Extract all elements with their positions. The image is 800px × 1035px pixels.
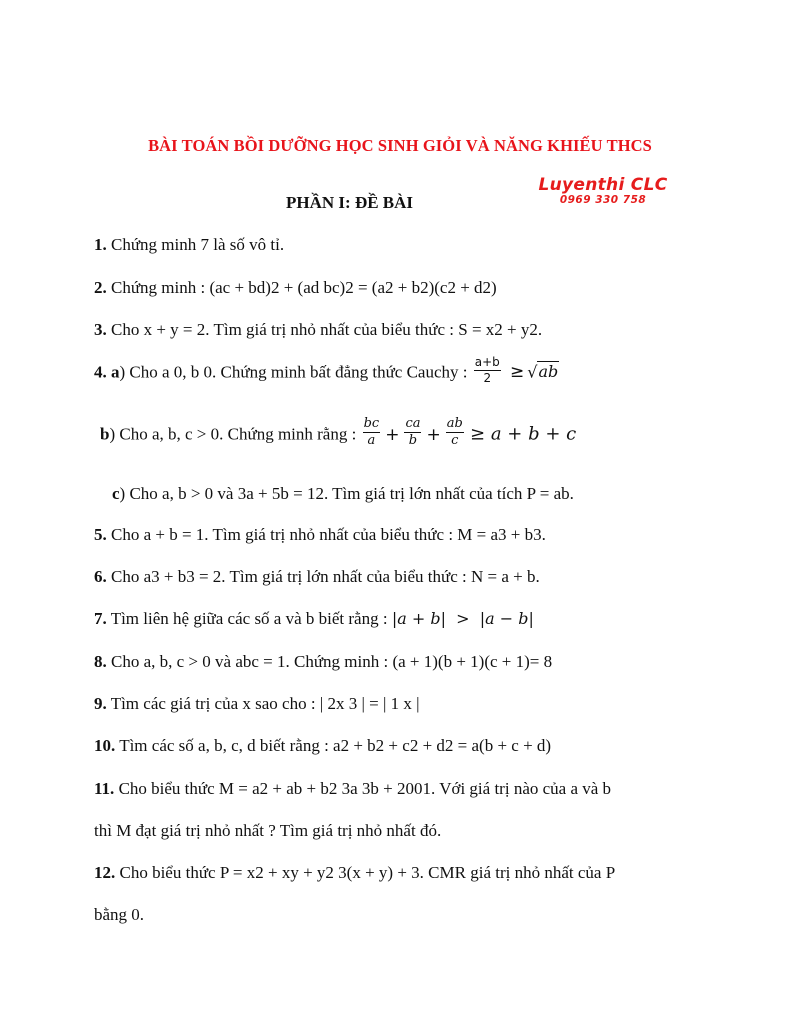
fraction-ab-over-c bbox=[446, 416, 464, 450]
square-root bbox=[527, 361, 559, 381]
fraction-ca-over-b bbox=[404, 416, 421, 450]
problem-2 bbox=[94, 278, 497, 298]
section-heading: PHẦN I: ĐỀ BÀI bbox=[286, 193, 414, 212]
fraction-numerator: bc bbox=[363, 416, 381, 433]
problem-text: Tìm liên hệ giữa các số a và b biết rằng : bbox=[110, 609, 392, 628]
problem-number: b bbox=[100, 424, 110, 444]
fraction-numerator: ab bbox=[446, 416, 464, 433]
problem-8 bbox=[94, 652, 552, 672]
problem-text: Cho biểu thức P = x2 + xy + y2 3(x + y) + 3. CMR giá trị nhỏ nhất của P bbox=[119, 863, 616, 882]
fraction-denominator: b bbox=[408, 433, 418, 449]
problem-text: Cho a + b = 1. Tìm giá trị nhỏ nhất của biểu thức : M = a3 + b3. bbox=[111, 525, 546, 544]
problem-text: thì M đạt giá trị nhỏ nhất ? Tìm giá trị nhỏ nhất đó. bbox=[94, 821, 442, 840]
problem-6 bbox=[94, 567, 540, 587]
fraction-numerator: a+b bbox=[474, 355, 500, 369]
problem-number: c bbox=[112, 484, 120, 503]
fraction-numerator: ca bbox=[404, 416, 421, 433]
fraction-a-plus-b-over-2 bbox=[474, 355, 501, 386]
problem-11 bbox=[94, 779, 611, 799]
problem-10 bbox=[94, 736, 551, 756]
inequality-rhs: ≥ a + b + c bbox=[470, 423, 577, 445]
problem-1 bbox=[94, 235, 284, 255]
problem-number: 11. bbox=[94, 779, 115, 798]
problem-number: 10. bbox=[94, 736, 116, 755]
problem-text: ) Cho a 0, b 0. Chứng minh bất đẳng thức Cauchy : bbox=[119, 362, 472, 382]
problem-number: 6. bbox=[94, 567, 107, 586]
document-title: BÀI TOÁN BỒI DƯỠNG HỌC SINH GIỎI VÀ NĂNG KHIẾU THCS bbox=[148, 136, 652, 155]
plus-sign: + bbox=[385, 424, 400, 445]
problem-5 bbox=[94, 525, 546, 545]
problem-text: Cho biểu thức M = a2 + ab + b2 3a 3b + 2001. Với giá trị nào của a và b bbox=[118, 779, 612, 798]
problem-4c bbox=[112, 484, 574, 504]
problem-12-continued bbox=[94, 905, 144, 925]
problem-text: Cho a, b, c > 0 và abc = 1. Chứng minh : (a + 1)(b + 1)(c + 1)= 8 bbox=[111, 652, 553, 671]
problem-3 bbox=[94, 320, 542, 340]
problem-number: 5. bbox=[94, 525, 107, 544]
problem-7 bbox=[94, 609, 534, 629]
problem-math: |a + b| > |a − b| bbox=[391, 609, 534, 628]
problem-number: 4. a bbox=[94, 362, 120, 382]
plus-sign: + bbox=[426, 424, 441, 445]
problem-number: 2. bbox=[94, 278, 107, 297]
problem-number: 12. bbox=[94, 863, 116, 882]
problem-text: ) Cho a, b, c > 0. Chứng minh rằng : bbox=[109, 424, 361, 444]
watermark-name: Luyenthi CLC bbox=[538, 175, 668, 195]
sqrt-sign: √ bbox=[527, 362, 538, 382]
problem-text: Chứng minh 7 là số vô tỉ. bbox=[111, 235, 285, 254]
problem-4a bbox=[94, 355, 559, 389]
problem-number: 3. bbox=[94, 320, 107, 339]
problem-text: Chứng minh : (ac + bd)2 + (ad bc)2 = (a2 + b2)(c2 + d2) bbox=[111, 278, 497, 297]
problem-text: Cho x + y = 2. Tìm giá trị nhỏ nhất của biểu thức : S = x2 + y2. bbox=[111, 320, 543, 339]
problem-number: 8. bbox=[94, 652, 107, 671]
problem-text: bằng 0. bbox=[94, 905, 145, 924]
sqrt-radicand: ab bbox=[538, 362, 559, 382]
problem-4b bbox=[100, 416, 577, 453]
problem-number: 1. bbox=[94, 235, 107, 254]
fraction-denominator: 2 bbox=[483, 371, 492, 385]
fraction-denominator: a bbox=[367, 433, 376, 449]
problem-text: ) Cho a, b > 0 và 3a + 5b = 12. Tìm giá trị lớn nhất của tích P = ab. bbox=[119, 484, 574, 503]
problem-text: Cho a3 + b3 = 2. Tìm giá trị lớn nhất của biểu thức : N = a + b. bbox=[111, 567, 540, 586]
problem-number: 7. bbox=[94, 609, 107, 628]
problem-9 bbox=[94, 694, 420, 714]
fraction-denominator: c bbox=[451, 433, 459, 449]
problem-text: Tìm các số a, b, c, d biết rằng : a2 + b2 + c2 + d2 = a(b + c + d) bbox=[119, 736, 552, 755]
relation-symbol: ≥ bbox=[510, 362, 525, 383]
problem-number: 9. bbox=[94, 694, 107, 713]
watermark-logo bbox=[528, 177, 678, 206]
fraction-bc-over-a bbox=[363, 416, 381, 450]
watermark-phone: 0969 330 758 bbox=[559, 194, 647, 206]
problem-12 bbox=[94, 863, 615, 883]
problem-text: Tìm các giá trị của x sao cho : | 2x 3 | = | 1 x | bbox=[110, 694, 420, 713]
problem-11-continued bbox=[94, 821, 441, 841]
